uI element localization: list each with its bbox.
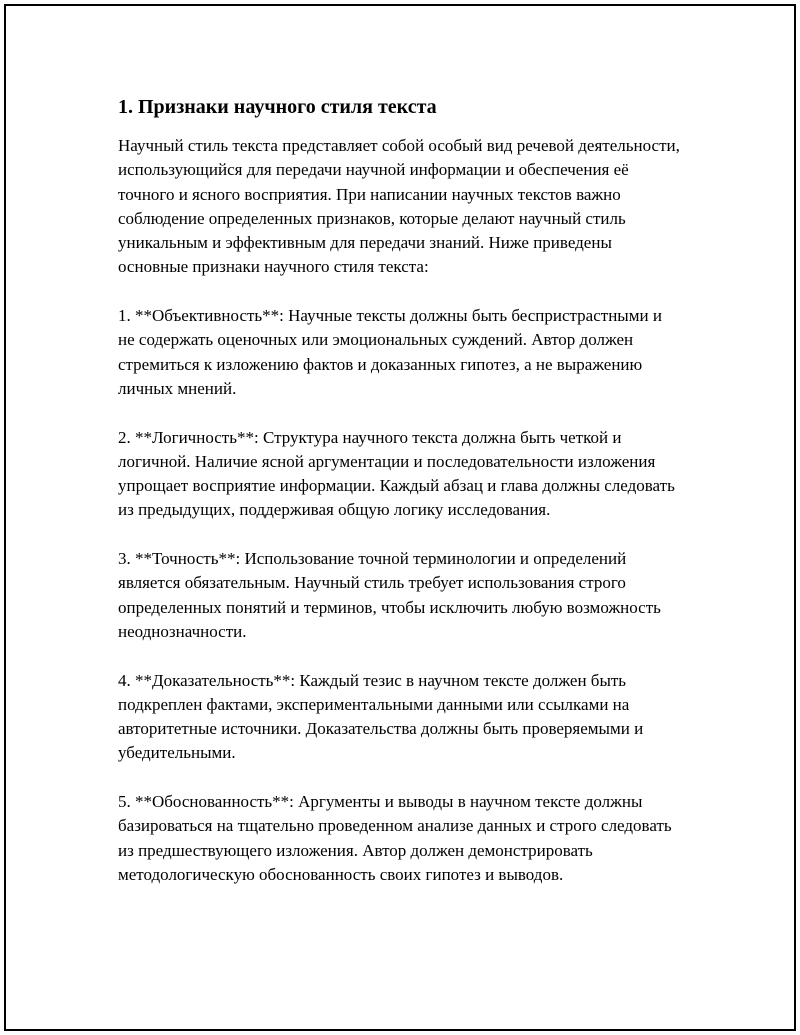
feature-accuracy-paragraph: 3. **Точность**: Использование точной терминологии и определений является обязательным. Научный стиль требует использования строго определенных понятий и терминов, чтобы исключить любую возможность неоднозначности. [118,549,661,641]
feature-logic-paragraph: 2. **Логичность**: Структура научного текста должна быть четкой и логичной. Наличие ясной аргументации и последовательности изложения упрощает восприятие информации. Каждый абзац и глава должны следовать из предыдущих, поддерживая общую логику исследования. [118,427,675,520]
section-heading: 1. Признаки научного стиля текста [118,96,437,118]
document-body [118,94,680,887]
feature-objectivity-paragraph: 1. **Объективность**: Научные тексты должны быть беспристрастными и не содержать оценочных или эмоциональных суждений. Автор должен стремиться к изложению фактов и доказанных гипотез, а не выражению личных мнений. [118,306,662,398]
feature-validity-paragraph: 5. **Обоснованность**: Аргументы и выводы в научном тексте должны базироваться на тщательно проведенном анализе данных и строго следовать из предшествующего изложения. Автор должен демонстрировать методологическую обоснованность своих гипотез и выводов. [118,792,672,884]
feature-evidence-paragraph: 4. **Доказательность**: Каждый тезис в научном тексте должен быть подкреплен фактами, экспериментальными данными или ссылками на авторитетные источники. Доказательства должны быть проверяемыми и убедительными. [118,670,644,763]
intro-paragraph: Научный стиль текста представляет собой особый вид речевой деятельности, использующийся для передачи научной информации и обеспечения её точного и ясного восприятия. При написании научных текстов важно соблюдение определенных признаков, которые делают научный стиль уникальным и эффективным для передачи знаний. Ниже приведены основные признаки научного стиля текста: [118,136,680,277]
